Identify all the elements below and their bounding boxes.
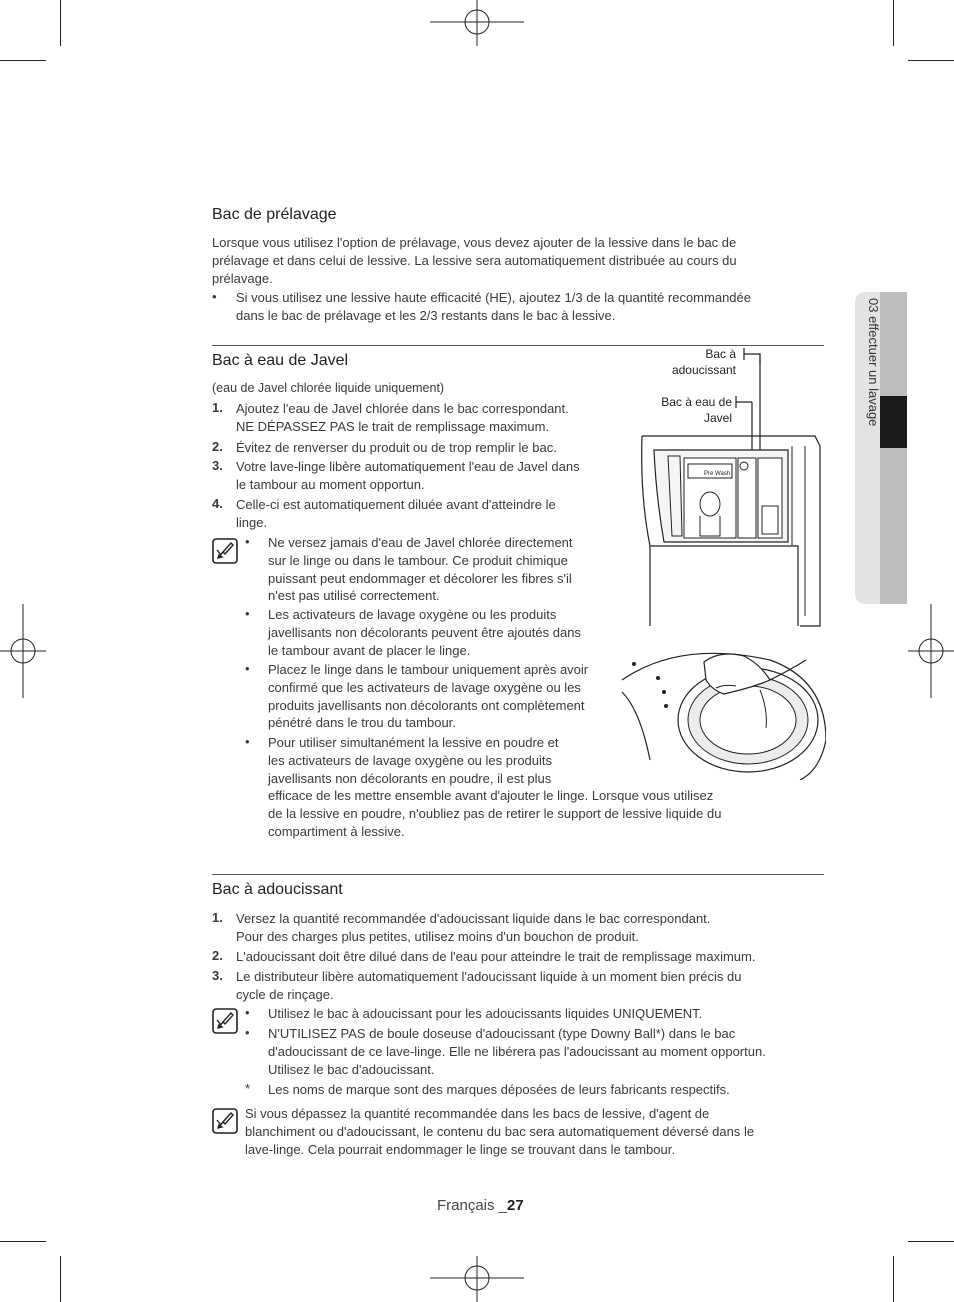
- note-pencil-icon: [212, 1008, 238, 1034]
- bullet-marker: •: [245, 1025, 250, 1040]
- bleach-step-1: Ajoutez l'eau de Javel chlorée dans le bac correspondant. NE DÉPASSEZ PAS le trait de remplissage maximum.: [236, 401, 569, 434]
- bleach-subtitle: (eau de Javel chlorée liquide uniquement): [212, 381, 445, 395]
- bleach-step-2: Évitez de renverser du produit ou de trop remplir le bac.: [236, 440, 557, 455]
- bleach-note-1: Ne versez jamais d'eau de Javel chlorée directement sur le linge ou dans le tambour. Ce produit chimique puissant peut endommager et décolorer les fibres s'il n'est pas utilisé correctement.: [268, 535, 573, 604]
- page-footer: [437, 1197, 524, 1214]
- prewash-paragraph: Lorsque vous utilisez l'option de prélavage, vous devez ajouter de la lessive dans le bac de prélavage et dans celui de lessive. La lessive sera automatiquement distribuée au cours du prélavage.: [212, 235, 737, 286]
- registration-mark-left: [0, 604, 46, 698]
- bullet-marker: •: [245, 661, 250, 676]
- bullet-marker: •: [245, 534, 250, 549]
- bullet-marker: •: [245, 606, 250, 621]
- softener-note-2: N'UTILISEZ PAS de boule doseuse d'adoucissant (type Downy Ball*) dans le bac d'adoucissant de ce lave-linge. Elle ne libérera pas l'adoucissant au moment opportun. Utilisez le bac d'adoucissant.: [268, 1026, 766, 1077]
- bleach-note-3: Placez le linge dans le tambour uniquement après avoir confirmé que les activateurs de lavage oxygène ou les produits javellisants non décolorants ont complètement pénétré dans le trou du tambour.: [268, 662, 589, 731]
- section-divider: [212, 874, 824, 875]
- drawer-label: Pre Wash: [704, 471, 731, 477]
- softener-final-note: Si vous dépassez la quantité recommandée dans les bacs de lessive, d'agent de blanchiment ou d'adoucissant, le contenu du bac sera automatiquement déversé dans le lave-linge. Cela pourrait endommager le linge se trouvant dans le tambour.: [245, 1106, 755, 1157]
- step-number: 1.: [212, 400, 223, 415]
- step-number: 2.: [212, 439, 223, 454]
- chapter-tab-strip: [880, 292, 907, 604]
- registration-mark-bottom: [430, 1256, 524, 1302]
- bleach-note-2: Les activateurs de lavage oxygène ou les produits javellisants non décolorants peuvent être ajoutés dans le tambour avant de placer le linge.: [268, 607, 581, 658]
- prewash-bullet: Si vous utilisez une lessive haute efficacité (HE), ajoutez 1/3 de la quantité recommandée dans le bac de prélavage et les 2/3 restants dans le bac à lessive.: [236, 290, 751, 323]
- bullet-marker: •: [245, 734, 250, 749]
- bleach-heading: Bac à eau de Javel: [212, 352, 349, 369]
- softener-step-3: Le distributeur libère automatiquement l'adoucissant liquide à un moment bien précis du cycle de rinçage.: [236, 969, 742, 1002]
- footer-language: Français _: [437, 1197, 508, 1214]
- drum-illustration: [620, 650, 826, 780]
- bullet-marker: •: [212, 289, 217, 304]
- prewash-heading: Bac de prélavage: [212, 206, 337, 223]
- note-pencil-icon: [212, 1108, 238, 1134]
- chapter-tab-marker: [880, 396, 907, 448]
- registration-mark-right: [908, 604, 954, 698]
- bleach-step-4: Celle-ci est automatiquement diluée avant d'atteindre le linge.: [236, 497, 556, 530]
- asterisk-marker: *: [245, 1081, 251, 1096]
- softener-step-2: L'adoucissant doit être dilué dans de l'eau pour atteindre le trait de remplissage maximum.: [236, 949, 756, 964]
- step-number: 3.: [212, 458, 223, 473]
- registration-mark-top: [430, 0, 524, 46]
- step-number: 4.: [212, 496, 223, 511]
- softener-note-1: Utilisez le bac à adoucissant pour les adoucissants liquides UNIQUEMENT.: [268, 1006, 703, 1021]
- callout-bleach: Bac à eau de Javel: [661, 395, 732, 425]
- page-number: 27: [507, 1197, 524, 1214]
- note-pencil-icon: [212, 538, 238, 564]
- step-number: 3.: [212, 968, 223, 983]
- bullet-marker: •: [245, 1005, 250, 1020]
- softener-note-3: Les noms de marque sont des marques déposées de leurs fabricants respectifs.: [268, 1082, 730, 1097]
- step-number: 2.: [212, 948, 223, 963]
- step-number: 1.: [212, 910, 223, 925]
- softener-step-1: Versez la quantité recommandée d'adoucissant liquide dans le bac correspondant. Pour des charges plus petites, utilisez moins d'un bouchon de produit.: [236, 911, 711, 944]
- chapter-label: 03 effectuer un lavage: [866, 298, 881, 427]
- bleach-step-3: Votre lave-linge libère automatiquement l'eau de Javel dans le tambour au moment opportun.: [236, 459, 580, 492]
- softener-heading: Bac à adoucissant: [212, 881, 343, 898]
- dispenser-drawer-illustration: [620, 346, 826, 628]
- callout-softener: Bac à adoucissant: [671, 347, 736, 377]
- bleach-note-4: Pour utiliser simultanément la lessive en poudre et les activateurs de lavage oxygène ou les produits javellisants non décolorants en poudre, il est plus efficace de les mettre ensemble avant d'ajouter le linge. Lorsque vous utilisez de la lessive en poudre, n'oubliez pas de retirer le support de lessive liquide du compartiment à lessive.: [268, 735, 722, 839]
